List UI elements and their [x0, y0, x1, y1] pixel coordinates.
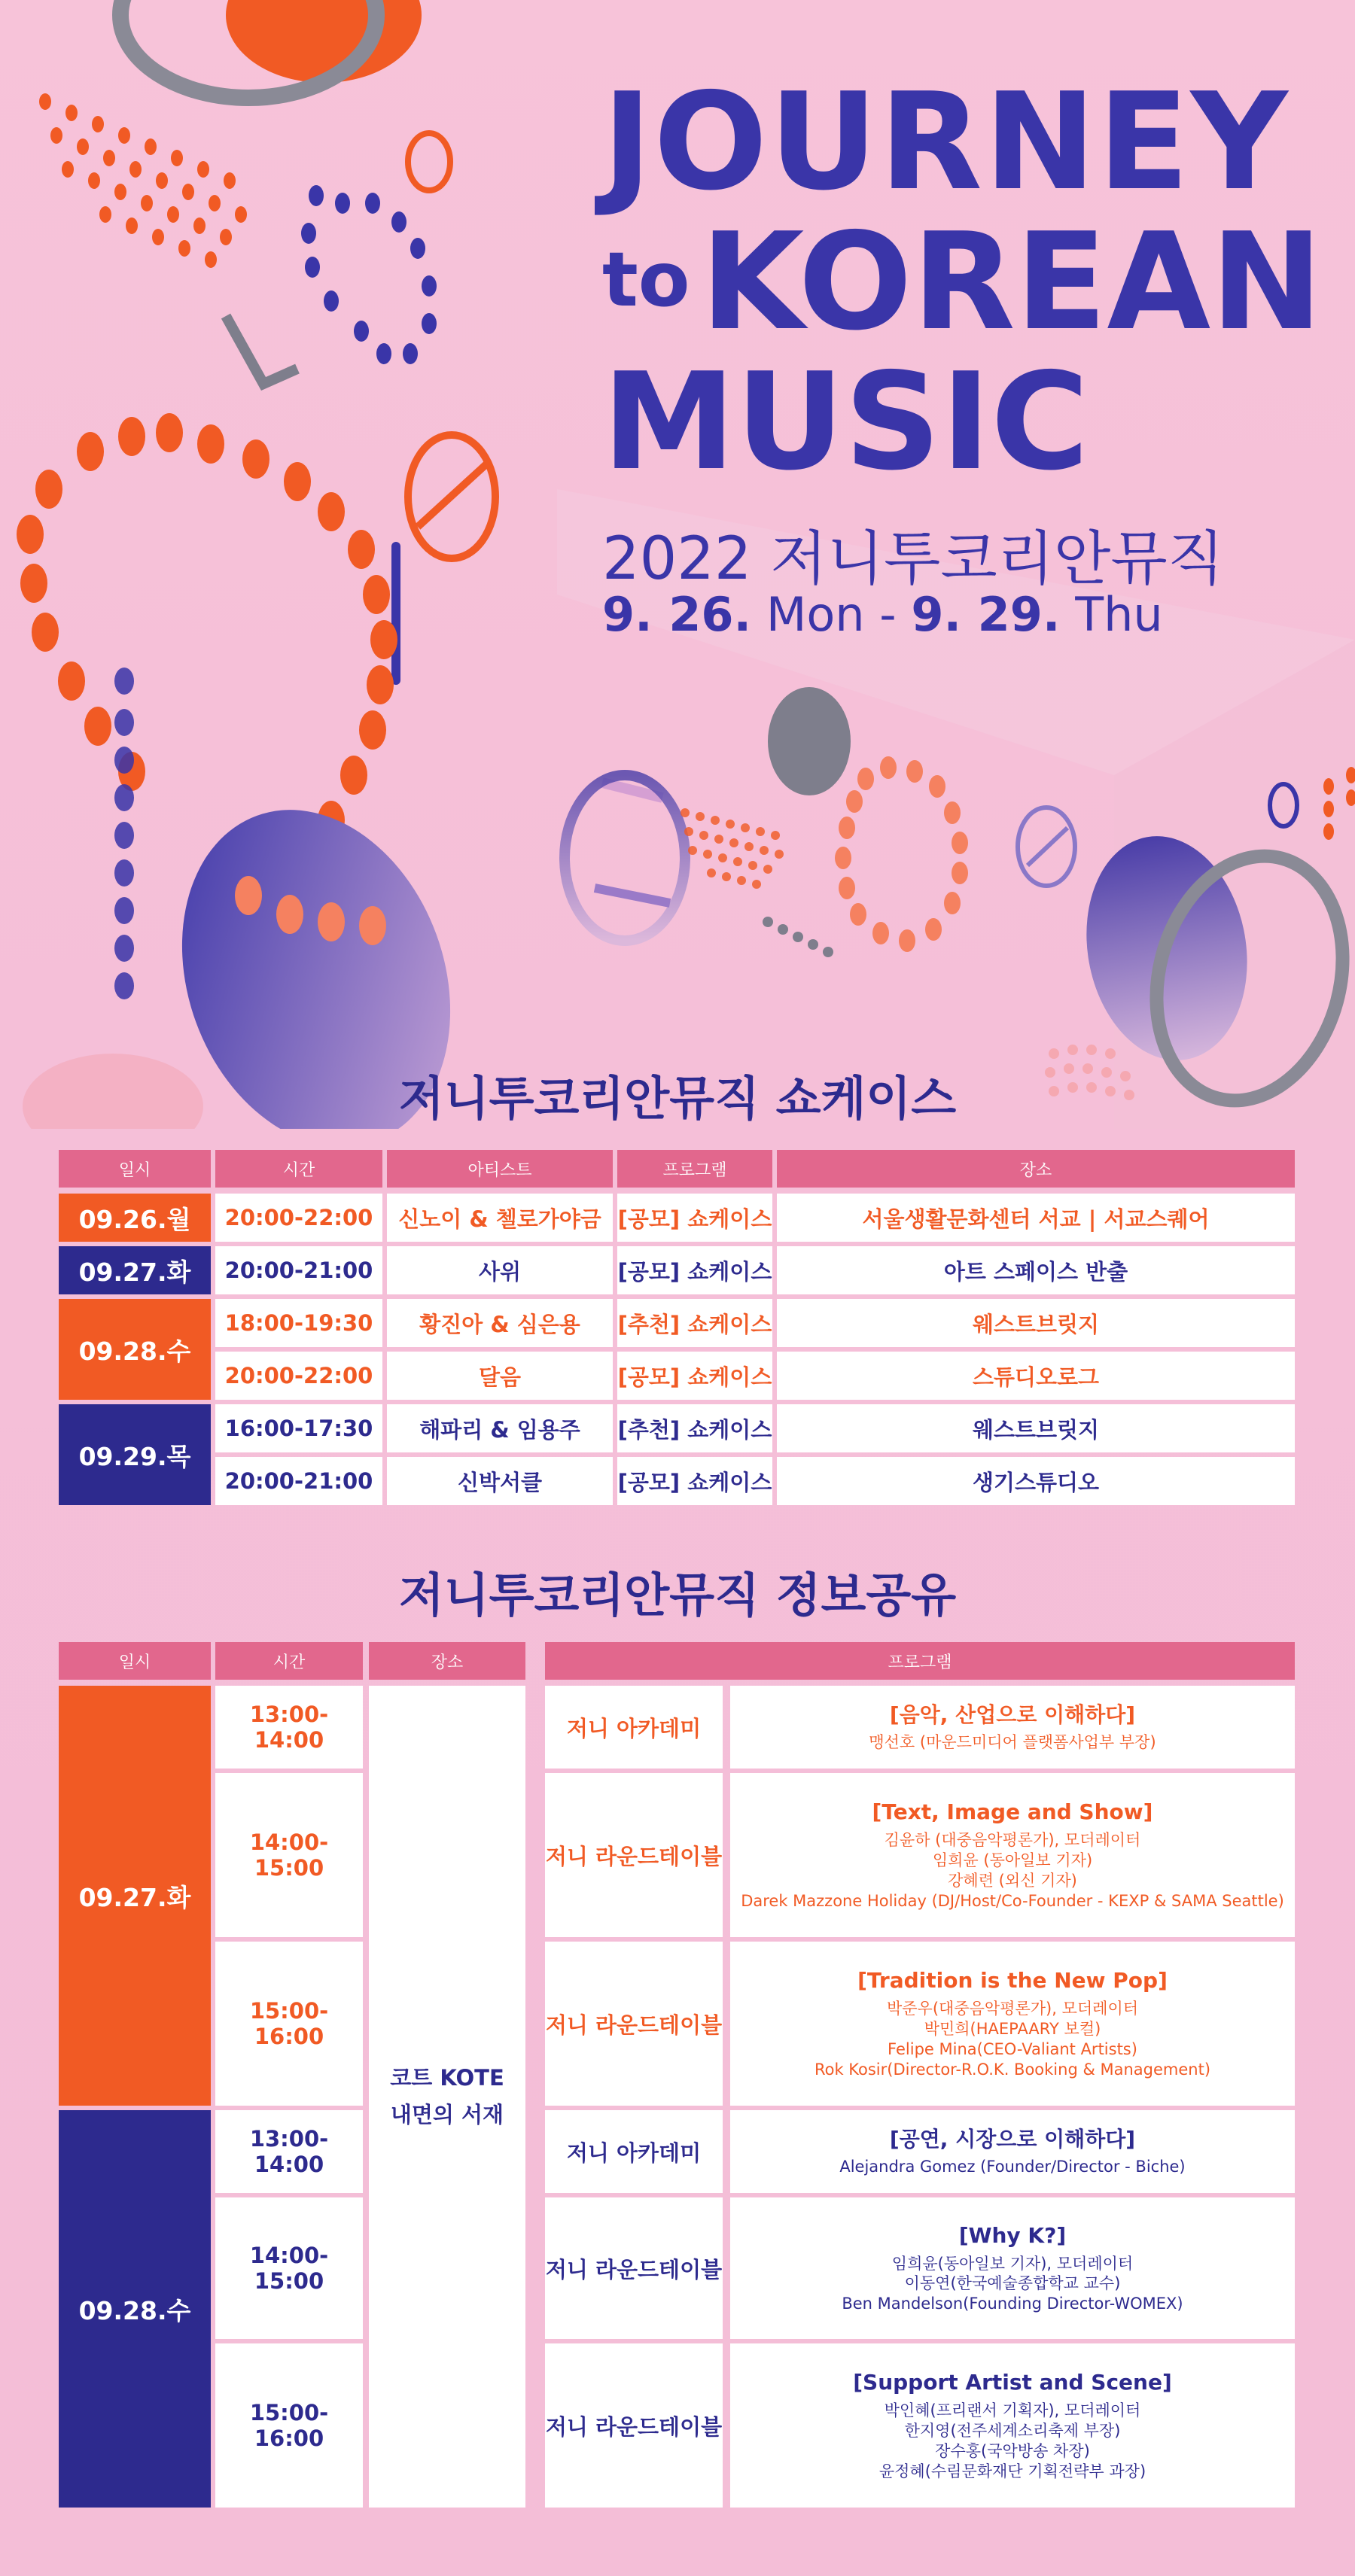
title-korean: KOREAN	[700, 204, 1323, 360]
program-detail-cell	[730, 2110, 1295, 2193]
day-start: Mon	[766, 587, 865, 642]
program-detail-cell	[730, 2343, 1295, 2508]
program-cell: [공모] 쇼케이스	[617, 1352, 772, 1400]
title-line-journey: JOURNEY	[602, 64, 1290, 220]
table-header-cell: 일시	[59, 1642, 211, 1680]
program-cell: [추천] 쇼케이스	[617, 1404, 772, 1452]
program-cell: [공모] 쇼케이스	[617, 1194, 772, 1242]
venue-cell: 웨스트브릿지	[777, 1299, 1295, 1347]
date-end: 9. 29.	[911, 587, 1061, 642]
venue-cell: 웨스트브릿지	[777, 1404, 1295, 1452]
table-header-cell: 프로그램	[545, 1642, 1295, 1680]
venue-line: 코트 KOTE	[390, 2064, 504, 2091]
title-to: to	[602, 236, 690, 324]
program-detail-title: [음악, 산업으로 이해하다]	[889, 1702, 1136, 1727]
program-detail-line: 임희윤 (동아일보 기자)	[932, 1851, 1093, 1870]
time-cell: 16:00-17:30	[215, 1404, 382, 1452]
artist-cell: 황진아 & 심은용	[387, 1299, 613, 1347]
program-cell: 저니 라운드테이블	[545, 2197, 723, 2339]
event-subtitle: 2022 저니투코리안뮤직	[602, 525, 1225, 593]
title-line-music: MUSIC	[602, 344, 1089, 500]
artist-cell: 해파리 & 임용주	[387, 1404, 613, 1452]
program-detail-line: Alejandra Gomez (Founder/Director - Biche)	[839, 2158, 1186, 2176]
program-cell: [공모] 쇼케이스	[617, 1246, 772, 1294]
table-header-cell: 프로그램	[617, 1150, 772, 1188]
time-cell: 15:00-16:00	[215, 2343, 363, 2508]
time-cell: 15:00-16:00	[215, 1942, 363, 2106]
program-detail-line: Ben Mandelson(Founding Director-WOMEX)	[842, 2295, 1183, 2313]
time-cell: 13:00-14:00	[215, 2110, 363, 2193]
day-end: Thu	[1075, 587, 1163, 642]
program-cell: 저니 라운드테이블	[545, 1942, 723, 2106]
date-cell: 09.27.화	[59, 1686, 211, 2106]
program-cell: 저니 라운드테이블	[545, 1773, 723, 1937]
showcase-table	[59, 1150, 1295, 1511]
date-start: 9. 26.	[602, 587, 752, 642]
program-detail-line: 이동연(한국예술종합학교 교수)	[904, 2274, 1121, 2293]
table-header-cell: 시간	[215, 1642, 363, 1680]
artist-cell: 사위	[387, 1246, 613, 1294]
info-table	[59, 1642, 1295, 2517]
artist-cell: 달음	[387, 1352, 613, 1400]
date-cell: 09.28.수	[59, 2110, 211, 2508]
program-detail-line: 맹선호 (마운드미디어 플랫폼사업부 부장)	[869, 1733, 1156, 1752]
program-detail-line: 한지영(전주세계소리축제 부장)	[904, 2422, 1121, 2441]
hero-artwork	[0, 0, 1355, 1129]
artist-cell: 신노이 & 첼로가야금	[387, 1194, 613, 1242]
program-detail-title: [Tradition is the New Pop]	[857, 1968, 1168, 1994]
program-detail-line: Darek Mazzone Holiday (DJ/Host/Co-Founder - KEXP & SAMA Seattle)	[741, 1891, 1284, 1910]
date-cell: 09.29.목	[59, 1404, 211, 1505]
program-detail-line: 윤정혜(수림문화재단 기획전략부 과장)	[878, 2462, 1146, 2480]
table-header-cell: 아티스트	[387, 1150, 613, 1188]
venue-line: 내면의 서재	[390, 2102, 504, 2127]
program-detail-cell	[730, 2197, 1295, 2339]
program-detail-line: 장수홍(국악방송 차장)	[935, 2441, 1090, 2460]
time-cell: 20:00-21:00	[215, 1457, 382, 1505]
program-detail-cell	[730, 1773, 1295, 1937]
program-detail-title: [Text, Image and Show]	[872, 1799, 1153, 1825]
program-detail-cell	[730, 1942, 1295, 2106]
artist-cell: 신박서클	[387, 1457, 613, 1505]
program-detail-line: Rok Kosir(Director-R.O.K. Booking & Management)	[814, 2060, 1211, 2079]
time-cell: 20:00-21:00	[215, 1246, 382, 1294]
showcase-section-title: 저니투코리안뮤직 쇼케이스	[398, 1071, 957, 1126]
program-detail-line: 박준우(대중음악평론가), 모더레이터	[886, 2000, 1139, 2018]
time-cell: 20:00-22:00	[215, 1352, 382, 1400]
venue-cell: 서울생활문화센터 서교 | 서교스퀘어	[777, 1194, 1295, 1242]
poster-title	[602, 64, 1323, 500]
table-header-cell: 시간	[215, 1150, 382, 1188]
venue-cell: 스튜디오로그	[777, 1352, 1295, 1400]
program-detail-line: 임희윤(동아일보 기자), 모더레이터	[891, 2254, 1134, 2273]
event-dates	[602, 587, 1163, 642]
program-detail-line: 김윤하 (대중음악평론가), 모더레이터	[884, 1831, 1141, 1850]
program-cell: 저니 라운드테이블	[545, 2343, 723, 2508]
time-cell: 14:00-15:00	[215, 1773, 363, 1937]
date-cell: 09.28.수	[59, 1299, 211, 1400]
table-header-cell: 장소	[369, 1642, 525, 1680]
program-cell: [공모] 쇼케이스	[617, 1457, 772, 1505]
venue-cell: 아트 스페이스 반출	[777, 1246, 1295, 1294]
program-cell: [추천] 쇼케이스	[617, 1299, 772, 1347]
program-detail-line: Felipe Mina(CEO-Valiant Artists)	[888, 2039, 1137, 2058]
program-cell: 저니 아카데미	[545, 1686, 723, 1769]
date-cell: 09.27.화	[59, 1246, 211, 1294]
time-cell: 18:00-19:30	[215, 1299, 382, 1347]
program-detail-title: [Support Artist and Scene]	[853, 2370, 1172, 2395]
program-detail-cell	[730, 1686, 1295, 1769]
program-detail-title: [Why K?]	[958, 2222, 1067, 2248]
time-cell: 20:00-22:00	[215, 1194, 382, 1242]
program-detail-title: [공연, 시장으로 이해하다]	[889, 2126, 1136, 2152]
time-cell: 14:00-15:00	[215, 2197, 363, 2339]
program-cell: 저니 아카데미	[545, 2110, 723, 2193]
title-line-korean	[602, 204, 1323, 360]
time-cell: 13:00-14:00	[215, 1686, 363, 1769]
table-header-cell: 일시	[59, 1150, 211, 1188]
program-detail-line: 강혜련 (외신 기자)	[948, 1871, 1077, 1890]
venue-cell	[369, 1686, 525, 2508]
date-separator: -	[879, 587, 897, 642]
program-detail-line: 박인혜(프리랜서 기획자), 모더레이터	[884, 2401, 1141, 2420]
date-cell: 09.26.월	[59, 1194, 211, 1242]
venue-cell: 생기스튜디오	[777, 1457, 1295, 1505]
info-section-title: 저니투코리안뮤직 정보공유	[398, 1568, 957, 1623]
table-header-cell: 장소	[777, 1150, 1295, 1188]
program-detail-line: 박민희(HAEPAARY 보컬)	[924, 2020, 1101, 2039]
